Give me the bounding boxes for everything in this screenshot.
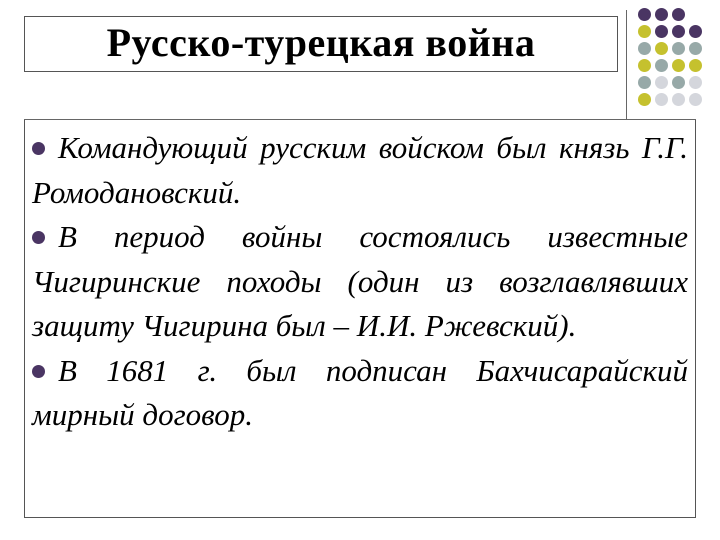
- decorative-dot: [655, 8, 668, 21]
- decorative-dot: [672, 25, 685, 38]
- decorative-dot: [689, 8, 702, 21]
- decorative-dot: [655, 93, 668, 106]
- title-box: [24, 16, 618, 72]
- decorative-dot: [655, 76, 668, 89]
- bullet-text: В период войны состоялись известные Чигиринские походы (один из возглавлявших защиту Чигирина был – И.И. Ржевский).: [32, 219, 688, 343]
- decorative-dot: [638, 25, 651, 38]
- bullet-item: [32, 215, 688, 349]
- bullet-text: В 1681 г. был подписан Бахчисарайский мирный договор.: [32, 352, 688, 432]
- bullet-dot-icon: [32, 231, 45, 244]
- decorative-dot: [638, 93, 651, 106]
- decorative-dot: [638, 76, 651, 89]
- decorative-dot: [672, 93, 685, 106]
- decorative-dot: [689, 76, 702, 89]
- slide-title: Русско-турецкая война: [106, 19, 536, 65]
- bullet-item: [32, 126, 688, 215]
- bullet-item: [32, 349, 688, 438]
- decorative-dot: [655, 59, 668, 72]
- decorative-dot: [655, 25, 668, 38]
- bullet-list: [32, 126, 688, 438]
- decorative-dot: [689, 93, 702, 106]
- decorative-dot: [638, 59, 651, 72]
- decorative-dot: [672, 42, 685, 55]
- decorative-dot: [689, 25, 702, 38]
- bullet-dot-icon: [32, 142, 45, 155]
- decorative-dot: [655, 42, 668, 55]
- decorative-dot: [689, 59, 702, 72]
- decorative-dot-grid: [638, 8, 718, 108]
- decorative-dot: [638, 42, 651, 55]
- decorative-dot: [672, 59, 685, 72]
- bullet-dot-icon: [32, 365, 45, 378]
- decorative-dot: [672, 8, 685, 21]
- decorative-dot: [672, 76, 685, 89]
- decorative-dot: [689, 42, 702, 55]
- vertical-divider: [626, 10, 627, 120]
- decorative-dot: [638, 8, 651, 21]
- bullet-text: Командующий русским войском был князь Г.Г. Ромодановский.: [32, 130, 688, 210]
